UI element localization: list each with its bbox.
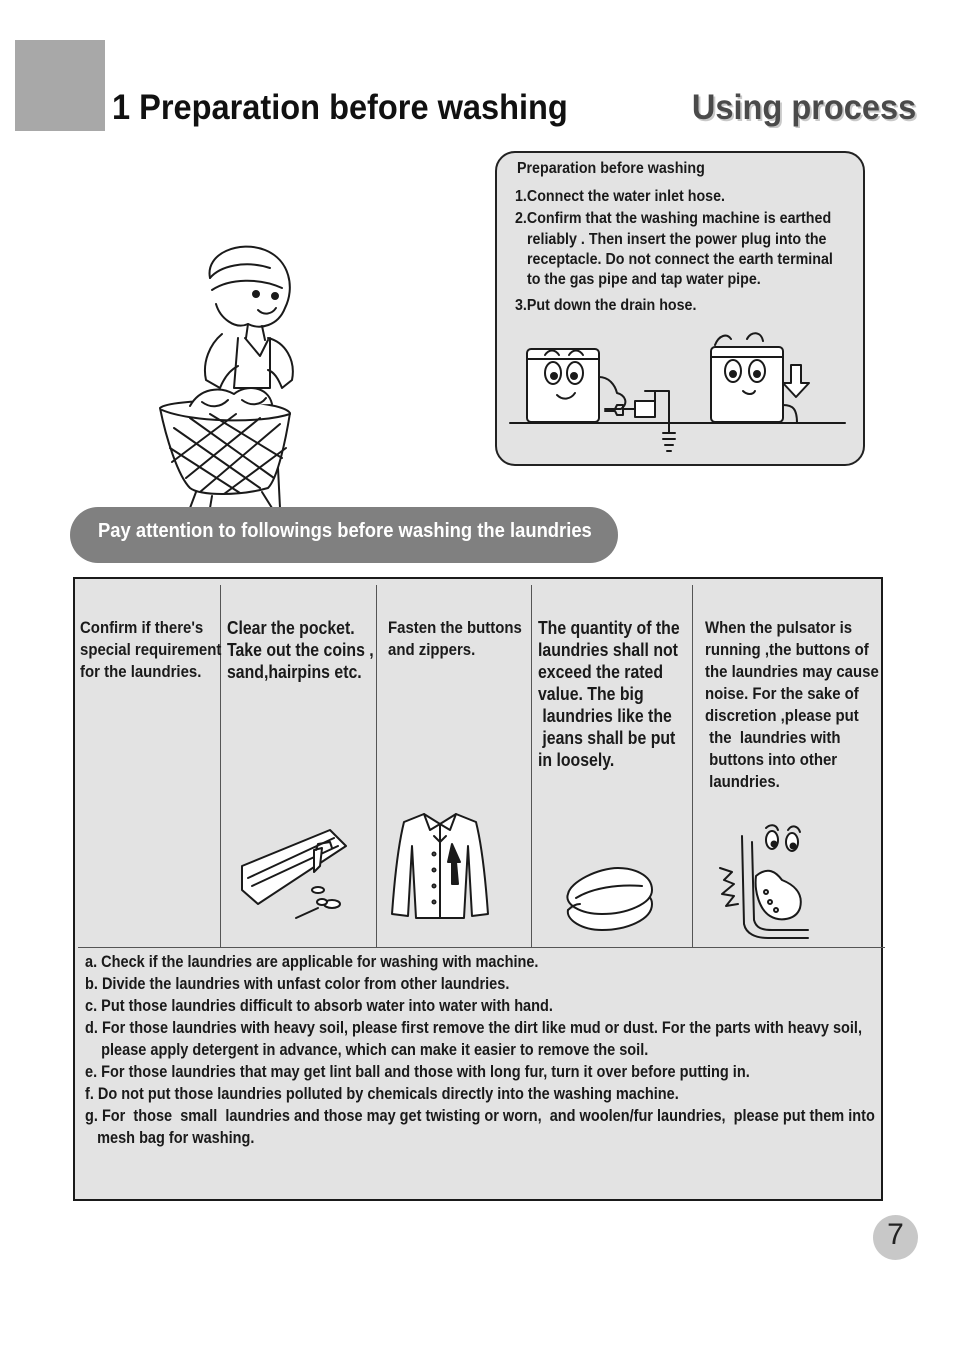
preparation-step: receptacle. Do not connect the earth terminal	[527, 251, 833, 268]
row-divider	[78, 947, 885, 948]
preparation-step: reliably . Then insert the power plug into the	[527, 231, 827, 248]
washing-machines-illustration	[505, 325, 855, 463]
note-item-g-continued: mesh bag for washing.	[85, 1129, 255, 1147]
column-divider	[531, 585, 532, 947]
header-gray-square	[15, 40, 105, 131]
note-item-c: c. Put those laundries difficult to absorb water into water with hand.	[85, 997, 553, 1015]
note-item-a: a. Check if the laundries are applicable for washing with machine.	[85, 953, 539, 971]
preparation-step: 2.Confirm that the washing machine is earthed	[515, 210, 832, 227]
page-title: 1 Preparation before washing	[112, 88, 568, 127]
column-divider	[692, 585, 693, 947]
column-text-pulsator-noise: When the pulsator is running ,the buttons of the laundries may cause noise. For the sake of discretion ,please put the laundries with buttons into other laundries.	[705, 618, 879, 791]
shirt-zipper-illustration	[390, 806, 490, 922]
woman-with-basket-illustration	[150, 238, 305, 508]
preparation-step: 3.Put down the drain hose.	[515, 297, 697, 314]
column-text-fasten-buttons: Fasten the buttons and zippers.	[388, 618, 522, 659]
note-item-d: d. For those laundries with heavy soil, please first remove the dirt like mud or dust. For the parts with heavy soil,	[85, 1019, 862, 1037]
note-item-e: e. For those laundries that may get lint ball and those with long fur, turn it over before putting in.	[85, 1063, 750, 1081]
section-title: Using process	[691, 88, 916, 127]
note-item-b: b. Divide the laundries with unfast color from other laundries.	[85, 975, 510, 993]
column-text-special-requirement: Confirm if there's special requirement for the laundries.	[80, 618, 222, 681]
column-divider	[376, 585, 377, 947]
preparation-step: 1.Connect the water inlet hose.	[515, 188, 725, 205]
note-item-g: g. For those small laundries and those may get twisting or worn, and woolen/fur laundries, please put them into	[85, 1107, 875, 1125]
note-item-f: f. Do not put those laundries polluted by chemicals directly into the washing machine.	[85, 1085, 679, 1103]
column-text-clear-pocket: Clear the pocket. Take out the coins , sand,hairpins etc.	[227, 618, 374, 682]
column-text-quantity: The quantity of the laundries shall not exceed the rated value. The big laundries like the jeans shall be put in loosely.	[538, 618, 680, 770]
preparation-step: to the gas pipe and tap water pipe.	[527, 271, 761, 288]
pocket-coins-hairpin-illustration	[238, 826, 348, 922]
folded-laundry-illustration	[562, 864, 658, 934]
preparation-heading: Preparation before washing	[517, 160, 705, 177]
page-number: 7	[887, 1218, 904, 1251]
attention-banner-text: Pay attention to followings before washing the laundries	[98, 520, 592, 542]
pulsator-buttons-illustration	[716, 822, 812, 942]
note-item-d-continued: please apply detergent in advance, which can make it easier to remove the soil.	[85, 1041, 649, 1059]
